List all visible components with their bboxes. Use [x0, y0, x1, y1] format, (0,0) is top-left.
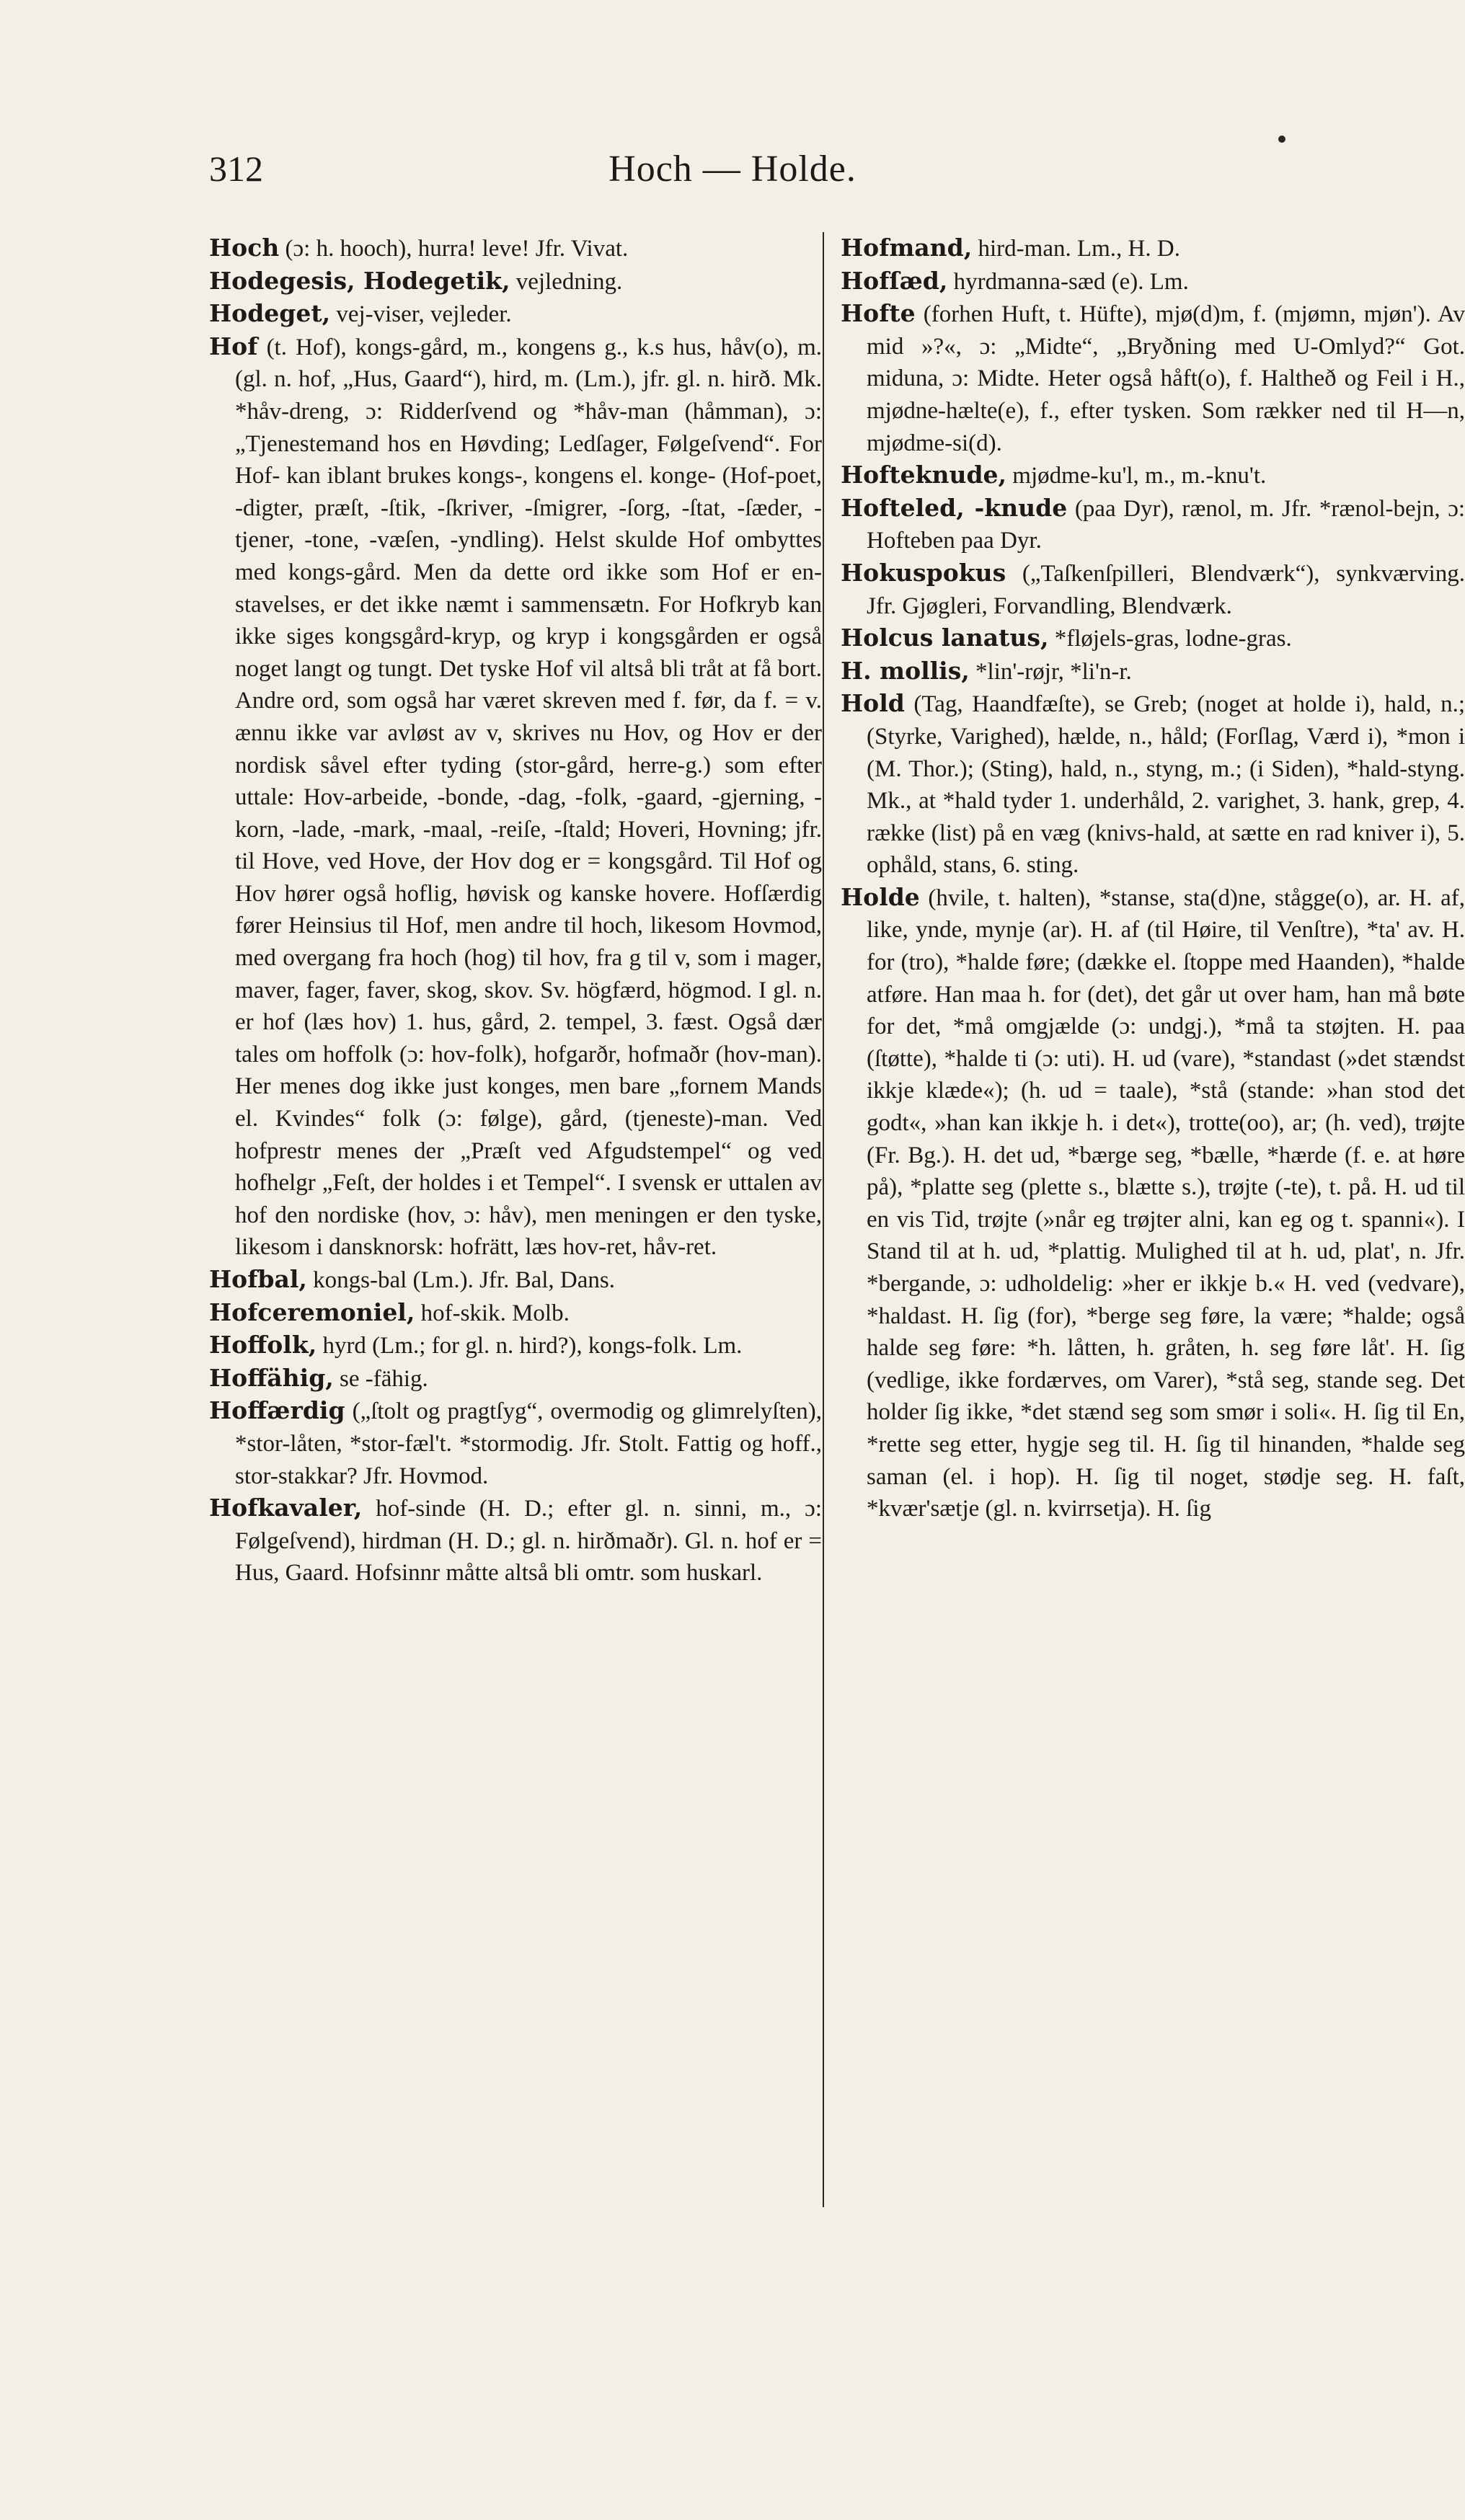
entry-definition: mjødme-ku'l, m., m.-knu't.: [1006, 463, 1267, 489]
entry-headword: Hold: [841, 689, 905, 718]
entry-headword: Holcus lanatus,: [841, 624, 1049, 652]
dictionary-entry: [841, 882, 1465, 1525]
dictionary-entry: [209, 1362, 822, 1396]
entry-definition: („ſtolt og pragtſyg“, overmodig og glimrelyſten), *stor-låten, *stor-fæl't. *stormodig. Jfr. Stolt. Fattig og hoff., stor-stakkar? Jfr. Hovmod.: [235, 1398, 822, 1489]
entry-headword: Hodeget,: [209, 299, 331, 328]
entry-definition: *lin'-røjr, *li'n-r.: [969, 658, 1132, 685]
entry-definition: hof-sinde (H. D.; efter gl. n. sinni, m., ɔ: Følgeſvend), hirdman (H. D.; gl. n. hirðmaðr). Gl. n. hof er = Hus, Gaard. Hofsinnr måtte altså bli omtr. som huskarl.: [235, 1496, 822, 1587]
entry-headword: Hofmand,: [841, 234, 973, 262]
dictionary-entry: [209, 298, 822, 331]
entry-definition: hird-man. Lm., H. D.: [972, 236, 1180, 262]
entry-headword: Hofſæd,: [841, 266, 948, 295]
dictionary-entry: [841, 298, 1465, 459]
entry-headword: Hof: [209, 332, 258, 360]
dictionary-entry: [209, 1329, 822, 1362]
dictionary-entry: [841, 232, 1465, 265]
entry-definition: („Taſkenſpilleri, Blendværk“), synkværving. Jfr. Gjøgleri, Forvandling, Blendværk.: [867, 560, 1465, 619]
dictionary-entry: [209, 1395, 822, 1492]
dictionary-entry: [209, 331, 822, 1264]
dictionary-entry: [209, 265, 822, 298]
dictionary-entry: [841, 557, 1465, 622]
dictionary-entry: [841, 265, 1465, 298]
entry-headword: Hoffolk,: [209, 1331, 317, 1359]
entry-definition: hyrdmanna-sæd (e). Lm.: [947, 268, 1189, 295]
entry-definition: vejledning.: [510, 268, 623, 295]
dictionary-entry: [841, 688, 1465, 882]
entry-headword: Hofbal,: [209, 1265, 307, 1293]
entry-headword: Hofceremoniel,: [209, 1297, 415, 1326]
entry-definition: (ɔ: h. hooch), hurra! leve! Jfr. Vivat.: [279, 236, 629, 262]
dictionary-entry: [209, 1492, 822, 1589]
entry-headword: Hoffærdig: [209, 1396, 345, 1425]
entry-headword: Hofkavaler,: [209, 1494, 363, 1522]
right-column: [841, 232, 1465, 2481]
entry-definition: hyrd (Lm.; for gl. n. hird?), kongs-folk. Lm.: [317, 1333, 743, 1359]
ink-speck: [1278, 136, 1285, 143]
entry-headword: Hofteknude,: [841, 461, 1007, 489]
entry-headword: Hofte: [841, 299, 916, 328]
entry-definition: (paa Dyr), rænol, m. Jfr. *rænol-bejn, ɔ: Hofteben paa Dyr.: [867, 495, 1465, 554]
entry-headword: Holde: [841, 882, 920, 911]
entry-headword: Hofteled, -knude: [841, 493, 1068, 522]
dictionary-entry: [209, 232, 822, 265]
entry-definition: (forhen Huft, t. Hüfte), mjø(d)m, f. (mjømn, mjøn'). Av mid »?«, ɔ: „Midte“, „Bryðning med U-Omlyd?“ Got. miduna, ɔ: Midte. Heter også håft(o), f. Haltheð og Feil i H., mjødne-hælte(e), f., efter tysken. Som rækker ned til H—n, mjødme-si(d).: [867, 301, 1465, 456]
entry-headword: Hodegesis, Hodegetik,: [209, 266, 510, 295]
dictionary-entry: [209, 1264, 822, 1297]
entry-headword: H. mollis,: [841, 656, 970, 685]
running-head: Hoch — Holde.: [608, 148, 857, 190]
page-number: 312: [209, 148, 263, 189]
dictionary-entry: [841, 492, 1465, 557]
entry-definition: (t. Hof), kongs-gård, m., kongens g., k.s hus, håv(o), m. (gl. n. hof, „Hus, Gaard“), hird, m. (Lm.), jfr. gl. n. hirð. Mk. *håv-dreng, ɔ: Ridderſvend og *håv-man (håmman), ɔ: „Tjenestemand hos en Høvding; Ledſager, Følgeſvend“. For Hof- kan iblant brukes kongs-, kongens el. konge- (Hof-poet, -digter, præſt, -ſtik, -ſkriver, -ſmigrer, -ſorg, -ſtat, -ſæder, -tjener, -tone, -væſen, -yndling). Helst skulde Hof ombyttes med kongs-gård. Men da dette ord ikke som Hof er en-stavelses, er det ikke næmt i sammensætn. For Hofkryb kan ikke siges kongsgård-kryp, og kryp i kongsgården er også noget langt og tungt. Det tyske Hof vil altså bli tråt at få bort. Andre ord, som også har været skreven med f. før, da f. = v. ænnu ikke var avløst av v, skrives nu Hov, og Hov er der nordisk såvel efter tyding (stor-gård, herre-g.) som efter uttale: Hov-arbeide, -bonde, -dag, -folk, -gaard, -gjerning, -korn, -lade, -mark, -maal, -reiſe, -ſtald; Hoveri, Hovning; jfr. til Hove, ved Hove, der Hov dog er = kongsgård. Til Hof og Hov hører også hoflig, høvisk og kanske hovere. Hofſærdig fører Heinsius til Hof, men andre til hoch, likesom Hovmod, med overgang fra hoch (hog) til hov, fra g til v, som i mager, maver, fager, faver, skog, skov. Sv. högfærd, högmod. I gl. n. er hof (læs hov) 1. hus, gård, 2. tempel, 3. fæst. Også dær tales om hoffolk (ɔ: hov-folk), hofgarðr, hofmaðr (hov-man). Her menes dog ikke just konges, men bare „fornem Mands el. Kvindes“ folk (ɔ: følge), gård, (tjeneste)-man. Ved hofprestr menes der „Præſt ved Afgudstempel“ og ved hofhelgr „Feſt, der holdes i et Tempel“. I svensk er uttalen av hof den nordiske (hov, ɔ: håv), men meningen er den tyske, likesom i dansknorsk: hofrätt, læs hov-ret, håv-ret.: [235, 334, 822, 1261]
entry-headword: Hoffähig,: [209, 1363, 334, 1392]
entry-headword: Hokuspokus: [841, 558, 1006, 587]
dictionary-entry: [841, 655, 1465, 688]
dictionary-entry: [841, 459, 1465, 492]
entry-definition: se -fähig.: [333, 1365, 428, 1392]
entry-definition: vej-viser, vejleder.: [330, 301, 512, 328]
entry-definition: (hvile, t. halten), *stanse, sta(d)ne, stågge(o), ar. H. af, like, ynde, mynje (ar). H. af (til Høire, til Venſtre), *ta' av. H. for (tro), *halde føre; (dække el. ſtoppe med Haanden), *halde atføre. Han maa h. for (det), det går ut over ham, han må bøte for det, *må omgjælde (ɔ: undgj.), *må ta støjten. H. paa (ſtøtte), *halde ti (ɔ: uti). H. ud (vare), *standast (»det stændst ikkje klæde«); (h. ud = taale), *stå (stande: »han stod det godt«, »han kan ikkje h. i det«), trotte(oo), ar; (h. ved), trøjte (Fr. Bg.). H. det ud, *bærge seg, *bælle, *hærde (f. e. at høre på), *platte seg (plette s., blætte s.), trøjte (-te), t. på. H. ud til en vis Tid, trøjte (»når eg trøjter alni, kan eg og t. spanni«). I Stand til at h. ud, *plattig. Mulighed til at h. ud, plat', n. Jfr. *bergande, ɔ: udholdelig: »her er ikkje b.« H. ved (vedvare), *haldast. H. ſig (for), *berge seg føre, la være; *halde; også halde seg føre: *h. låtten, h. gråten, h. seg føre låt'. H. ſig (vedlige, ikke fordærves, om Varer), *stå seg, stande seg. Det holder ſig ikke, *det stænd seg som smør i soli«. H. ſig til En, *rette seg etter, hygje seg til. H. ſig til hinanden, *halde seg saman (el. i hop). H. ſig til noget, stødje seg. H. faſt, *kvær'sætje (gl. n. kvirrsetja). H. ſig: [867, 884, 1465, 1522]
entry-definition: kongs-bal (Lm.). Jfr. Bal, Dans.: [306, 1267, 615, 1293]
entry-definition: (Tag, Haandfæſte), se Greb; (noget at holde i), hald, n.; (Styrke, Varighed), hælde, n., håld; (Forſlag, Værd i), *mon i (M. Thor.); (Sting), hald, n., styng, m.; (i Siden), *hald-styng. Mk., at *hald tyder 1. underhåld, 2. varighet, 3. hank, grep, 4. række (list) på en væg (knivs-hald, at sætte en rad kniver i), 5. ophåld, stans, 6. sting.: [867, 691, 1465, 879]
column-divider: [823, 232, 824, 2207]
dictionary-entry: [209, 1297, 822, 1330]
left-column: [209, 232, 822, 2481]
dictionary-entry: [841, 622, 1465, 655]
entry-definition: *fløjels-gras, lodne-gras.: [1048, 626, 1292, 652]
entry-headword: Hoch: [209, 234, 280, 262]
entry-definition: hof-skik. Molb.: [415, 1300, 570, 1326]
